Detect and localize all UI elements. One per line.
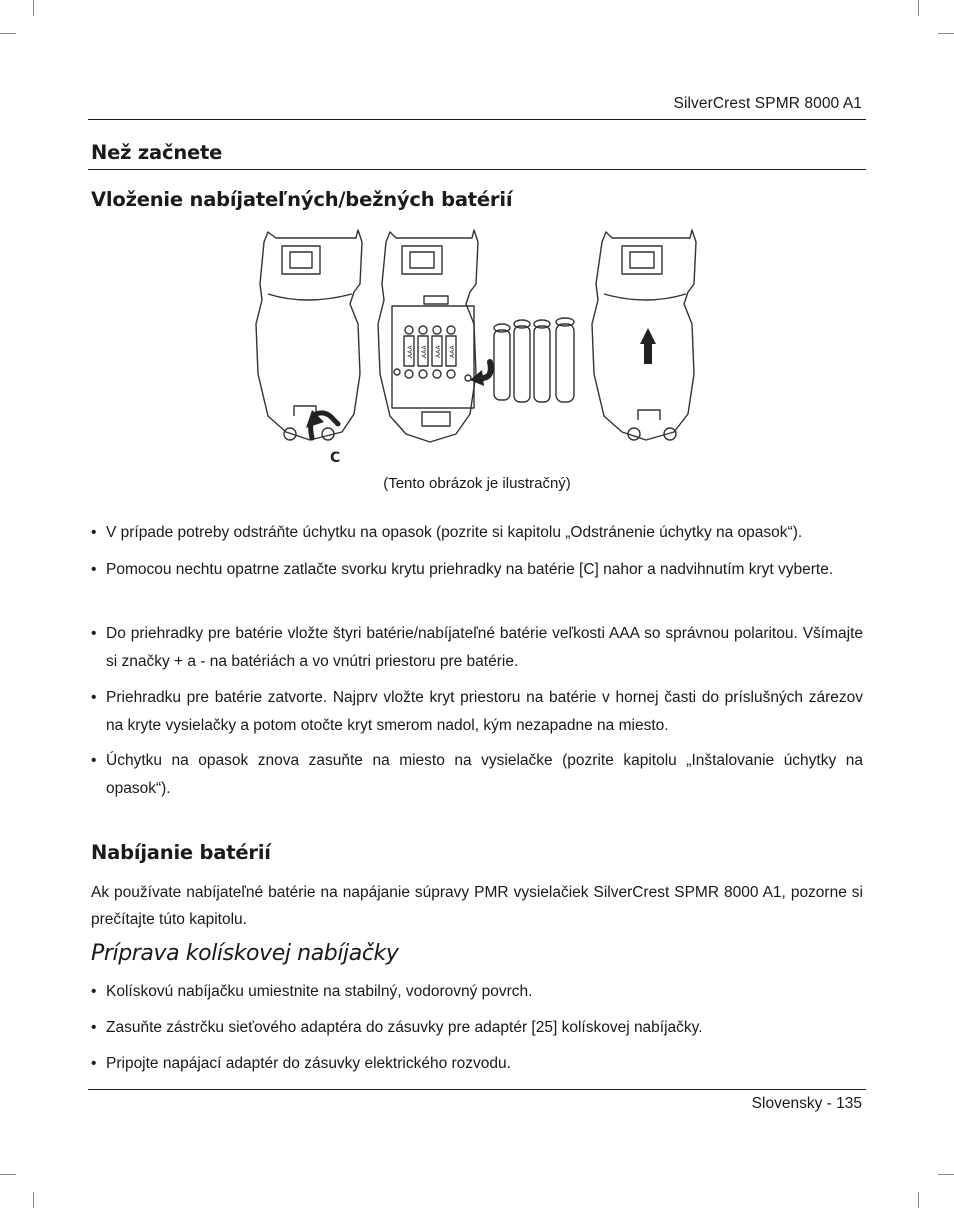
running-header: SilverCrest SPMR 8000 A1 [673, 95, 862, 112]
up-arrow [640, 328, 656, 364]
bullet-dot: • [91, 1019, 97, 1036]
list-item-text: Pomocou nechtu opatrne zatlačte svorku krytu priehradky na batérie [C] nahor a nadvihnutím kryt vyberte. [106, 561, 834, 578]
bullet-dot: • [91, 625, 97, 642]
clip-label: C [330, 450, 341, 466]
list-item [91, 1014, 863, 1042]
charging-title: Nabíjanie batérií [91, 841, 271, 864]
crop-mark [938, 1174, 954, 1175]
list-item-text: Kolískovú nabíjačku umiestnite na stabilný, vodorovný povrch. [106, 983, 533, 1000]
page-footer [752, 1095, 862, 1113]
list-item [91, 978, 863, 1006]
footer-separator: - [826, 1095, 832, 1112]
aaa-label-4: AAA [449, 345, 456, 358]
list-item-text: Zasuňte zástrčku sieťového adaptéra do zásuvky pre adaptér [25] kolískovej nabíjačky. [106, 1019, 703, 1036]
section-rule [88, 169, 866, 170]
bullet-dot: • [91, 983, 97, 1000]
crop-mark [0, 33, 16, 34]
footer-rule [88, 1089, 866, 1090]
list-item-text: V prípade potreby odstráňte úchytku na opasok (pozrite si kapitolu „Odstránenie úchytky na opasok“). [106, 524, 803, 541]
radio-back-open-illustration [378, 230, 478, 442]
aaa-label-2: AAA [421, 345, 428, 358]
footer-language: Slovensky [751, 1095, 823, 1112]
aaa-batteries-illustration [494, 318, 574, 402]
radio-back-cover-replaced-illustration [592, 230, 696, 440]
aaa-label-3: AAA [435, 345, 442, 358]
charging-paragraph: Ak používate nabíjateľné batérie na napájanie súpravy PMR vysielačiek SilverCrest SPMR 8000 A1, pozorne si prečítajte túto kapitolu. [91, 884, 863, 928]
list-item-text: Pripojte napájací adaptér do zásuvky elektrického rozvodu. [106, 1055, 511, 1072]
list-item [91, 556, 863, 584]
list-item [91, 747, 863, 803]
list-item [91, 1050, 863, 1078]
crop-mark [0, 1174, 16, 1175]
crop-mark [33, 0, 34, 16]
crop-mark [918, 1192, 919, 1208]
bullet-dot: • [91, 524, 97, 541]
page-number: 135 [836, 1095, 862, 1112]
cradle-title: Príprava kolískovej nabíjačky [91, 941, 399, 966]
list-item [91, 620, 863, 676]
bullet-dot: • [91, 752, 97, 769]
crop-mark [938, 33, 954, 34]
header-rule [88, 119, 866, 120]
crop-mark [33, 1192, 34, 1208]
list-item-text: Úchytku na opasok znova zasuňte na miesto na vysielačke (pozrite kapitolu „Inštalovanie úchytky na opasok“). [106, 752, 863, 797]
figure-caption: (Tento obrázok je ilustračný) [383, 475, 571, 492]
list-item [91, 519, 863, 547]
aaa-label-1: AAA [407, 345, 414, 358]
bullet-dot: • [91, 1055, 97, 1072]
subsection-title: Vloženie nabíjateľných/bežných batérií [91, 188, 513, 211]
list-item-text: Do priehradky pre batérie vložte štyri batérie/nabíjateľné batérie veľkosti AAA so správnou polaritou. Všímajte si značky + a - na batériách a vo vnútri priestoru pre batérie. [106, 625, 863, 670]
bullet-dot: • [91, 561, 97, 578]
bullet-dot: • [91, 689, 97, 706]
list-item [91, 684, 863, 740]
battery-insertion-illustration [246, 224, 716, 466]
section-title: Než začnete [91, 141, 223, 164]
list-item-text: Priehradku pre batérie zatvorte. Najprv vložte kryt priestoru na batérie v hornej časti do príslušných zárezov na kryte vysielačky a potom otočte kryt smerom nadol, kým nezapadne na miesto. [106, 689, 863, 734]
crop-mark [918, 0, 919, 16]
radio-back-closed-illustration [256, 230, 362, 440]
